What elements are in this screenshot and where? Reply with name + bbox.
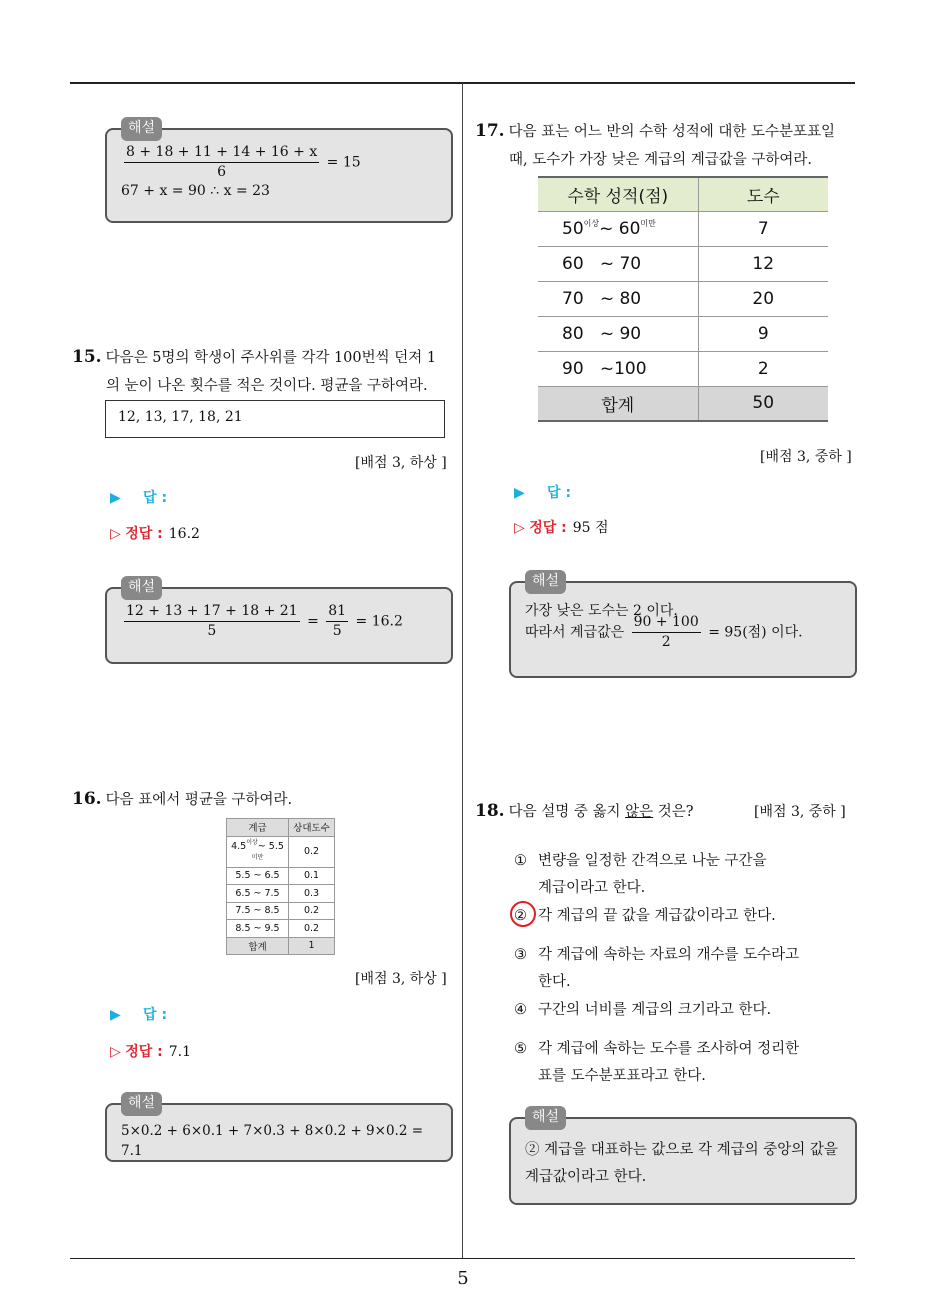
play-triangle-icon: ▶: [110, 1007, 121, 1023]
table-header-cell: 상대도수: [289, 819, 335, 837]
solution-tag: 해설: [121, 117, 162, 141]
q17-sol-line1: 가장 낮은 도수는 2 이다.: [525, 603, 678, 619]
q17-sol-line2-post: = 95(점) 이다.: [708, 624, 803, 641]
q15-data: 12, 13, 17, 18, 21: [118, 409, 243, 425]
table-row: [538, 316, 828, 351]
table-cell: $4.5^{이상}\sim$ $5.5^{미만}$: [227, 836, 289, 867]
table-cell: 0.3: [289, 885, 335, 903]
q18-option-1[interactable]: [514, 848, 767, 902]
option-line1: 각 계급의 끝 값을 계급값이라고 한다.: [538, 908, 776, 924]
table-cell: 7: [698, 211, 828, 246]
q18-sol-line1: ② 계급을 대표하는 값으로 각 계급의 중앙의 값을: [525, 1142, 838, 1158]
q17-number: 17.: [475, 121, 505, 141]
table-cell: 합계: [538, 386, 698, 421]
answer-circle-mark: [510, 901, 536, 927]
q15-sol-mid-denominator: 5: [332, 622, 342, 639]
table-cell: 0.2: [289, 920, 335, 938]
solution-tag: 해설: [525, 570, 566, 594]
q17-answer-row: [514, 482, 571, 502]
table-header-cell: 계급: [227, 819, 289, 837]
table-row: [538, 281, 828, 316]
option-mark: ③: [514, 947, 527, 963]
table-cell: 5.5 ~ 6.5: [227, 867, 289, 885]
table-cell: 60 ~ 70: [538, 246, 698, 281]
table-cell: 0.2: [289, 902, 335, 920]
q15-sol-eq1: =: [307, 613, 319, 630]
table-row: [538, 351, 828, 386]
q15-sol-numerator: 12 + 13 + 17 + 18 + 21: [124, 603, 300, 622]
q15-data-box: [105, 400, 445, 438]
solution-tag: 해설: [121, 1092, 162, 1116]
option-line1: 각 계급에 속하는 자료의 개수를 도수라고: [538, 947, 800, 963]
table-cell: 8.5 ~ 9.5: [227, 920, 289, 938]
q15-sol-denominator: 5: [207, 622, 217, 639]
sup-high: 미만: [640, 219, 656, 228]
q17-sol-line2: [525, 614, 841, 651]
table-cell: $50^{이상}\sim$ $60^{미만}$: [538, 211, 698, 246]
play-triangle-icon: ▶: [514, 485, 525, 501]
q17-table: [538, 176, 828, 422]
q17-text-line1: 다음 표는 어느 반의 수학 성적에 대한 도수분포표일: [508, 124, 835, 140]
table-cell: 80 ~ 90: [538, 316, 698, 351]
q16-question: [72, 784, 292, 815]
table-cell: 90 ~100: [538, 351, 698, 386]
table-header-cell: 도수: [698, 177, 828, 211]
q15-solution: [121, 603, 437, 640]
q16-solution: 5×0.2 + 6×0.1 + 7×0.3 + 8×0.2 + 9×0.2 = 7.1: [121, 1123, 424, 1160]
q17-sol-line2-pre: 따라서 계급값은: [525, 624, 625, 641]
q15-question: [72, 342, 457, 400]
q18-text-post: 것은?: [653, 804, 694, 820]
table-row: [227, 902, 335, 920]
q15-sol-eq2: = 16.2: [355, 613, 403, 630]
q18-option-2[interactable]: [514, 903, 776, 930]
table-cell: 7.5 ~ 8.5: [227, 902, 289, 920]
option-mark: ②: [514, 908, 527, 924]
table-cell: 1: [289, 937, 335, 955]
q15-answer-label: 답 :: [143, 490, 168, 506]
table-total-row: [227, 937, 335, 955]
q17-correct-label: 정답 :: [529, 520, 567, 536]
sup-high: 미만: [251, 853, 264, 861]
option-mark: ④: [514, 1002, 527, 1018]
q18-option-5[interactable]: [514, 1036, 799, 1090]
q16-text: 다음 표에서 평균을 구하여라.: [105, 792, 293, 808]
table-cell: 6.5 ~ 7.5: [227, 885, 289, 903]
q17-correct-row: [514, 517, 609, 537]
table-header-cell: 수학 성적(점): [538, 177, 698, 211]
q15-solution-box: [105, 579, 453, 664]
table-row: [227, 920, 335, 938]
q17-score: [배점 3, 중하 ]: [760, 449, 852, 465]
q14-fraction-rhs: = 15: [326, 154, 361, 171]
sup-low: 이상: [246, 838, 258, 846]
q16-answer-label: 답 :: [143, 1007, 168, 1023]
q18-score: [배점 3, 중하 ]: [754, 804, 846, 820]
table-cell: 0.1: [289, 867, 335, 885]
page-number: 5: [457, 1268, 469, 1289]
q14-solution-line2: 67 + x = 90 ∴ x = 23: [121, 182, 270, 199]
q16-score: [배점 3, 하상 ]: [355, 971, 447, 987]
play-triangle-icon: ▶: [110, 490, 121, 506]
q15-correct-row: [110, 523, 200, 543]
table-cell: 9: [698, 316, 828, 351]
table-total-row: [538, 386, 828, 421]
q17-sol-denominator: 2: [661, 633, 671, 650]
option-line2: 한다.: [538, 973, 571, 990]
q14-fraction-numerator: 8 + 18 + 11 + 14 + 16 + x: [124, 144, 319, 163]
q16-correct-label: 정답 :: [125, 1044, 163, 1060]
option-line2: 표를 도수분포표라고 한다.: [538, 1067, 706, 1084]
q15-text-line2: 의 눈이 나온 횟수를 적은 것이다. 평균을 구하여라.: [106, 378, 428, 395]
option-line1: 각 계급에 속하는 도수를 조사하여 정리한: [538, 1041, 800, 1057]
q18-number: 18.: [475, 801, 505, 821]
q17-question: [475, 116, 865, 174]
q15-score: [배점 3, 하상 ]: [355, 455, 447, 471]
q14-solution-box: [105, 120, 453, 223]
option-line1: 변량을 일정한 간격으로 나눈 구간을: [538, 853, 767, 869]
q14-fraction-denominator: 6: [217, 163, 227, 180]
q16-table: [226, 818, 335, 955]
q15-sol-mid-numerator: 81: [326, 603, 348, 622]
q17-sol-numerator: 90 + 100: [632, 614, 701, 633]
table-cell: 2: [698, 351, 828, 386]
table-cell: 0.2: [289, 836, 335, 867]
q17-solution-box: [509, 573, 857, 678]
q15-text-line1: 다음은 5명의 학생이 주사위를 각각 100번씩 던져 1: [105, 350, 437, 366]
outline-triangle-icon: ▷: [514, 520, 525, 536]
table-cell: 합계: [227, 937, 289, 955]
q15-correct-label: 정답 :: [125, 526, 163, 542]
q17-text-line2: 때, 도수가 가장 낮은 계급의 계급값을 구하여라.: [509, 152, 813, 169]
q18-option-3[interactable]: [514, 942, 799, 996]
option-mark: ①: [514, 853, 527, 869]
q17-answer-label: 답 :: [547, 485, 572, 501]
q18-option-4[interactable]: [514, 997, 771, 1024]
column-divider: [462, 83, 463, 1258]
sup-low: 이상: [583, 219, 600, 228]
q18-sol-line2: 계급값이라고 한다.: [525, 1168, 647, 1185]
table-row: [227, 867, 335, 885]
table-cell: 20: [698, 281, 828, 316]
table-cell: 12: [698, 246, 828, 281]
option-line2: 계급이라고 한다.: [538, 879, 646, 896]
solution-tag: 해설: [525, 1106, 566, 1130]
option-mark: ⑤: [514, 1041, 527, 1057]
q16-solution-box: [105, 1095, 453, 1162]
solution-tag: 해설: [121, 576, 162, 600]
outline-triangle-icon: ▷: [110, 526, 121, 542]
bottom-rule: [70, 1258, 855, 1259]
table-cell: 50: [698, 386, 828, 421]
table-row: [227, 836, 335, 867]
table-cell: 70 ~ 80: [538, 281, 698, 316]
q16-answer-row: [110, 1004, 167, 1024]
q14-solution-line1: [121, 144, 437, 181]
q16-number: 16.: [72, 789, 102, 809]
table-header-row: [538, 177, 828, 211]
q16-correct-value: 7.1: [168, 1044, 192, 1060]
q17-correct-value: 95 점: [572, 520, 609, 536]
q18-solution-box: [509, 1109, 857, 1205]
table-row: [538, 211, 828, 246]
table-row: [538, 246, 828, 281]
q16-correct-row: [110, 1041, 191, 1061]
q18-text-underlined: 않은: [625, 804, 654, 820]
q15-answer-row: [110, 487, 167, 507]
q15-correct-value: 16.2: [168, 526, 200, 542]
q18-text-pre: 다음 설명 중 옳지: [508, 804, 626, 820]
q15-number: 15.: [72, 347, 102, 367]
table-row: [227, 885, 335, 903]
table-header-row: [227, 819, 335, 837]
option-line1: 구간의 너비를 계급의 크기라고 한다.: [538, 1002, 772, 1018]
outline-triangle-icon: ▷: [110, 1044, 121, 1060]
